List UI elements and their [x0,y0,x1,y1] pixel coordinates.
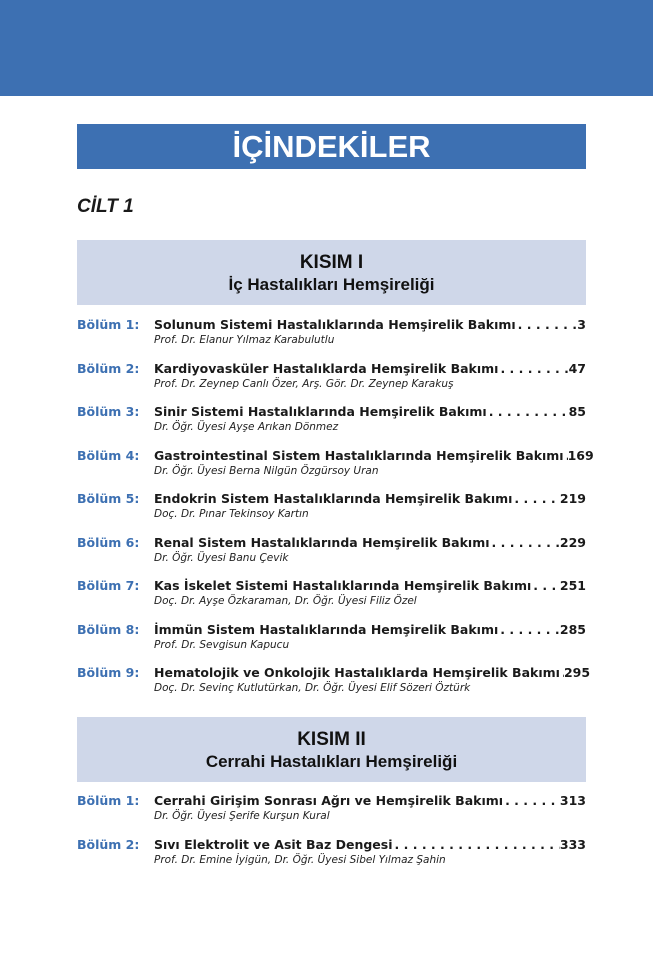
chapter-title[interactable]: Sıvı Elektrolit ve Asit Baz Dengesi [154,836,393,852]
chapter-body [154,665,591,709]
part-2-number: KISIM II [297,729,366,750]
page-number[interactable]: 219 [559,491,586,506]
part-2-header [77,717,586,782]
page-number[interactable]: 333 [559,836,586,852]
part-1-header [77,240,586,305]
chapter-line [154,535,586,551]
page-number[interactable]: 47 [568,360,586,376]
page-number[interactable]: 229 [559,534,586,550]
chapter-title[interactable]: Kardiyovasküler Hastalıklarda Hemşirelik Bakımı [154,360,499,376]
dot-leader [512,491,559,507]
chapter-label: Bölüm 2: [77,836,140,852]
dot-leader [531,578,560,594]
chapter-line [154,491,586,507]
chapter-title[interactable]: Cerrahi Girişim Sonrası Ağrı ve Hemşirelik Bakımı [154,793,504,808]
toc-entry[interactable] [77,361,586,405]
chapter-authors: Prof. Dr. Elanur Yılmaz Karabulutlu [154,334,335,346]
page-number[interactable]: 85 [568,404,586,419]
chapter-body [154,361,586,405]
chapter-authors: Doç. Dr. Sevinç Kutlutürkan, Dr. Öğr. Üyesi Elif Sözeri Öztürk [154,682,471,694]
chapter-line [154,665,591,681]
chapter-label: Bölüm 5: [77,491,140,506]
chapter-body [154,837,586,881]
chapter-label: Bölüm 6: [77,534,140,550]
toc-entry[interactable] [77,837,586,881]
chapter-title[interactable]: Renal Sistem Hastalıklarında Hemşirelik Bakımı [154,534,490,550]
toc-entry[interactable] [77,665,591,709]
chapter-label: Bölüm 8: [77,621,140,637]
page-number[interactable]: 251 [559,578,586,593]
chapter-label: Bölüm 9: [77,665,140,680]
toc-entry[interactable] [77,317,586,361]
chapter-authors: Dr. Öğr. Üyesi Şerife Kurşun Kural [154,810,330,822]
page-title: İÇİNDEKİLER [77,124,586,169]
dot-leader [498,622,560,638]
part-1-name: İç Hastalıkları Hemşireliği [228,275,435,294]
top-banner [0,0,653,96]
page-number[interactable]: 313 [559,793,586,808]
chapter-label: Bölüm 4: [77,447,140,463]
toc-entry[interactable] [77,622,586,666]
chapter-authors: Prof. Dr. Zeynep Canlı Özer, Arş. Gör. Dr. Zeynep Karakuş [154,377,454,390]
chapter-body [154,793,586,837]
chapter-title[interactable]: Sinir Sistemi Hastalıklarında Hemşirelik Bakımı [154,404,487,419]
page-number[interactable]: 3 [577,317,586,332]
dot-leader [503,793,560,809]
chapter-line [154,447,594,464]
chapter-body [154,317,586,361]
volume-label: CİLT 1 [77,196,134,217]
toc-entry[interactable] [77,578,586,622]
chapter-title[interactable]: Gastrointestinal Sistem Hastalıklarında Hemşirelik Bakımı [154,447,564,463]
dot-leader [490,535,560,551]
part-2-name: Cerrahi Hastalıkları Hemşireliği [205,752,458,771]
chapter-line [154,361,586,377]
toc-entry[interactable] [77,793,586,837]
chapter-line [154,317,586,333]
chapter-label: Bölüm 7: [77,578,140,593]
page-number[interactable]: 285 [559,621,586,637]
dot-leader [487,404,569,420]
dot-leader [498,361,568,377]
chapter-body [154,578,586,622]
part-2-chapter-list [77,793,586,880]
chapter-label: Bölüm 2: [77,360,140,376]
toc-entry[interactable] [77,535,586,579]
chapter-authors: Doç. Dr. Ayşe Özkaraman, Dr. Öğr. Üyesi Filiz Özel [154,595,417,607]
toc-entry[interactable] [77,447,594,492]
chapter-body [154,404,586,448]
part-1-chapter-list [77,317,594,709]
chapter-title[interactable]: Solunum Sistemi Hastalıklarında Hemşirelik Bakımı [154,317,516,332]
page-number[interactable]: 169 [567,447,594,463]
chapter-title[interactable]: İmmün Sistem Hastalıklarında Hemşirelik Bakımı [154,621,499,637]
chapter-body [154,535,586,579]
chapter-body [154,491,586,535]
chapter-line [154,837,586,853]
chapter-line [154,578,586,594]
chapter-authors: Prof. Dr. Sevgisun Kapucu [154,638,290,651]
chapter-title[interactable]: Endokrin Sistem Hastalıklarında Hemşirelik Bakımı [154,491,513,506]
chapter-label: Bölüm 3: [77,404,140,419]
chapter-authors: Doç. Dr. Pınar Tekinsoy Kartın [154,508,309,520]
chapter-authors: Dr. Öğr. Üyesi Berna Nilgün Özgürsoy Uran [154,464,379,477]
dot-leader [393,837,560,853]
toc-entry[interactable] [77,404,586,448]
chapter-line [154,793,586,809]
chapter-body [154,447,594,492]
chapter-label: Bölüm 1: [77,317,140,332]
chapter-body [154,622,586,666]
chapter-line [154,622,586,638]
part-1-number: KISIM I [299,252,364,273]
page-number[interactable]: 295 [563,665,591,680]
dot-leader [516,317,578,333]
chapter-title[interactable]: Hematolojik ve Onkolojik Hastalıklarda Hemşirelik Bakımı [154,665,560,680]
chapter-authors: Dr. Öğr. Üyesi Ayşe Arıkan Dönmez [154,421,339,433]
chapter-title[interactable]: Kas İskelet Sistemi Hastalıklarında Hemşirelik Bakımı [154,578,532,593]
chapter-authors: Prof. Dr. Emine İyigün, Dr. Öğr. Üyesi Sibel Yılmaz Şahin [154,853,446,866]
chapter-label: Bölüm 1: [77,793,140,808]
toc-entry[interactable] [77,491,586,535]
chapter-line [154,404,586,420]
chapter-authors: Dr. Öğr. Üyesi Banu Çevik [154,551,289,564]
